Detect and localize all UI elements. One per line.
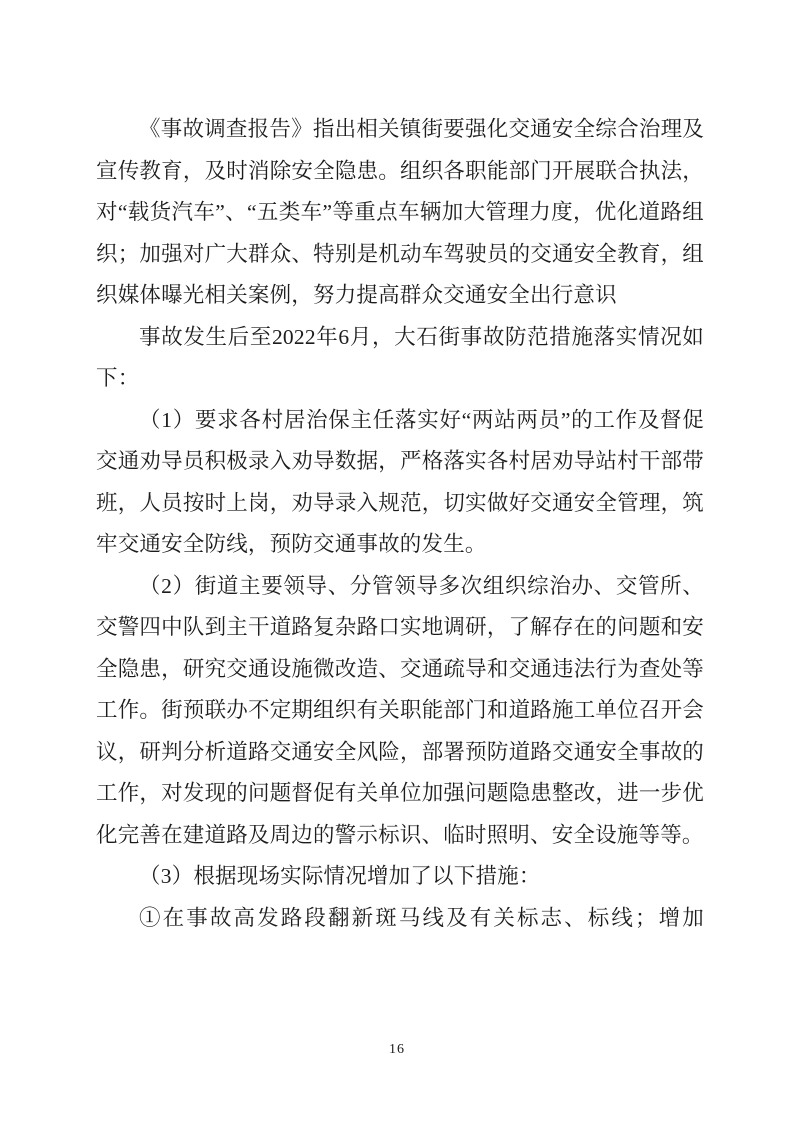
paragraph-measure-3-item-1: ①在事故高发路段翻新斑马线及有关标志、标线；增加 [139, 905, 704, 930]
paragraph-measure-2: （2）街道主要领导、分管领导多次组织综治办、交管所、交警四中队到主干道路复杂路口实地调研，了解存在的问题和安全隐患，研究交通设施微改造、交通疏导和交通违法行为查处等工作。街预联办不定期组织有关职能部门和道路施工单位召开会议，研判分析道路交通安全风险，部署预防道路交通安全事故的工作，对发现的问题督促有关单位加强问题隐患整改，进一步优化完善在建道路及周边的警示标识、临时照明、安全设施等等。 [96, 573, 704, 847]
document-body [96, 109, 704, 939]
paragraph-measure-3-intro: （3）根据现场实际情况增加了以下措施： [139, 864, 541, 888]
paragraph-measure-1: （1）要求各村居治保主任落实好“两站两员”的工作及督促交通劝导员积极录入劝导数据，严格落实各村居劝导站村干部带班，人员按时上岗，劝导录入规范，切实做好交通安全管理，筑牢交通安全防线，预防交通事故的发生。 [96, 407, 704, 556]
paragraph-report-requirements: 《事故调查报告》指出相关镇街要强化交通安全综合治理及宣传教育，及时消除安全隐患。组织各职能部门开展联合执法，对“载货汽车”、“五类车”等重点车辆加大管理力度，优化道路组织；加强对广大群众、特别是机动车驾驶员的交通安全教育，组织媒体曝光相关案例，努力提高群众交通安全出行意识 [96, 117, 704, 307]
paragraph-implementation-intro: 事故发生后至2022年6月，大石街事故防范措施落实情况如下： [96, 324, 704, 390]
page-number: 16 [389, 1042, 405, 1057]
